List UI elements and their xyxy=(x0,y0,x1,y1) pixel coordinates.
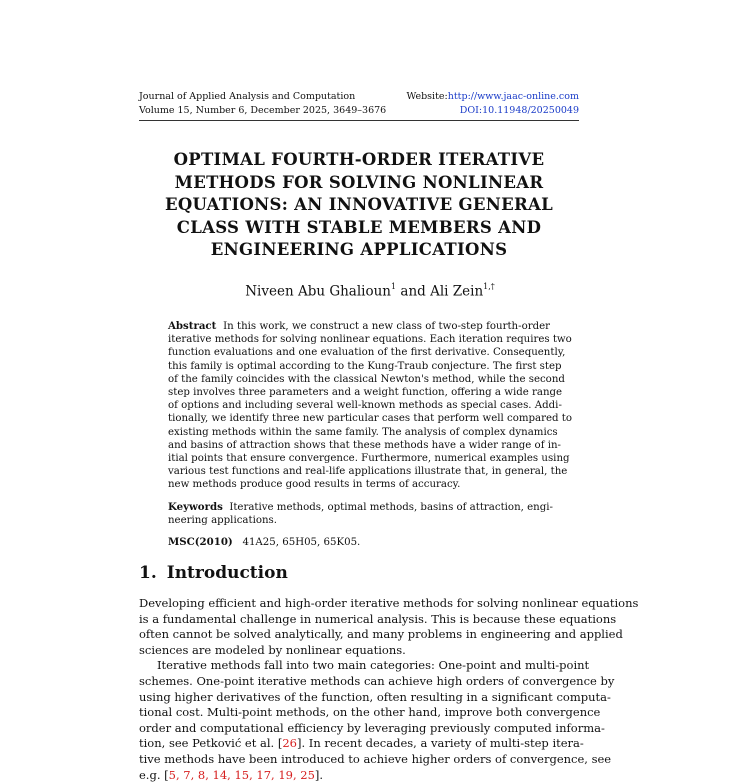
keywords-line: neering applications. xyxy=(168,515,277,527)
website xyxy=(406,90,579,104)
section-heading xyxy=(139,563,288,583)
body-line: tional cost. Multi-point methods, on the other hand, improve both convergence xyxy=(139,705,601,720)
msc-codes: 41A25, 65H05, 65K05. xyxy=(242,537,361,548)
citation-link[interactable]: 26 xyxy=(282,736,297,751)
abstract-line: step involves three parameters and a weight function, offering a wide range xyxy=(168,387,563,399)
section-title: Introduction xyxy=(166,563,288,583)
author-2-affiliation: 1,† xyxy=(483,282,495,291)
author-1-affiliation: 1 xyxy=(391,282,397,291)
introduction-text xyxy=(139,596,639,783)
title-line: METHODS FOR SOLVING NONLINEAR xyxy=(174,172,544,192)
website-link[interactable]: http://www.jaac-online.com xyxy=(447,91,579,102)
abstract-line: iterative methods for solving nonlinear equations. Each iteration requires two xyxy=(168,334,572,346)
abstract-line: tionally, we identify three new particular cases that perform well compared to xyxy=(168,413,573,425)
journal-name: Journal of Applied Analysis and Computation xyxy=(139,91,356,102)
journal-header xyxy=(139,90,579,118)
paper-title xyxy=(130,149,588,262)
abstract-line: of the family coincides with the classical Newton's method, while the second xyxy=(168,373,565,385)
abstract xyxy=(168,320,573,492)
msc-label: MSC(2010) xyxy=(168,536,233,548)
body-line: Iterative methods fall into two main categories: One-point and multi-point xyxy=(157,658,590,673)
body-line: Developing efficient and high-order iterative methods for solving nonlinear equations xyxy=(139,596,639,610)
msc-classification xyxy=(168,536,360,548)
citation-links[interactable]: 5, 7, 8, 14, 15, 17, 19, 25 xyxy=(168,767,315,782)
title-line: ENGINEERING APPLICATIONS xyxy=(210,240,508,259)
title-line: CLASS WITH STABLE MEMBERS AND xyxy=(176,217,542,237)
body-line: schemes. One-point iterative methods can achieve high orders of convergence by xyxy=(139,673,615,688)
doi-link[interactable]: DOI:10.11948/20250049 xyxy=(459,105,579,116)
body-line: sciences are modeled by nonlinear equations. xyxy=(139,642,406,657)
keywords-label: Keywords xyxy=(168,501,223,513)
title-line: EQUATIONS: AN INNOVATIVE GENERAL xyxy=(164,195,554,214)
abstract-line: Abstract In this work, we construct a new class of two-step fourth-order xyxy=(168,320,550,332)
section-number: 1. xyxy=(139,563,157,583)
abstract-line: itial points that ensure convergence. Furthermore, numerical examples using xyxy=(168,453,570,465)
abstract-line: function evaluations and one evaluation of the first derivative. Consequently, xyxy=(168,347,566,359)
keywords-line: Keywords Iterative methods, optimal methods, basins of attraction, engi- xyxy=(168,501,553,513)
abstract-line: various test functions and real-life applications illustrate that, in general, the xyxy=(168,466,568,478)
body-line: is a fundamental challenge in numerical analysis. This is because these equations xyxy=(139,611,617,626)
body-line: order and computational efficiency by leveraging previously computed informa- xyxy=(139,720,605,735)
body-line: often cannot be solved analytically, and many problems in engineering and applied xyxy=(139,627,623,642)
body-line: using higher derivatives of the function, often resulting in a significant computa- xyxy=(139,689,611,704)
abstract-line: this family is optimal according to the Kung-Traub conjecture. The first step xyxy=(168,360,562,372)
body-line: e.g. [5, 7, 8, 14, 15, 17, 19, 25]. xyxy=(139,767,324,782)
author-1: Niveen Abu Ghalioun xyxy=(245,283,391,300)
abstract-line: of options and including several well-known methods as special cases. Addi- xyxy=(168,400,562,412)
website-label: Website: xyxy=(406,91,448,102)
keywords xyxy=(168,501,553,527)
volume-info: Volume 15, Number 6, December 2025, 3649–3676 xyxy=(139,105,387,116)
abstract-label: Abstract xyxy=(168,320,217,332)
header-rule xyxy=(139,120,579,121)
author-conjunction: and xyxy=(400,283,426,300)
abstract-line: existing methods within the same family. The analysis of complex dynamics xyxy=(168,426,558,438)
body-line: tive methods have been introduced to achieve higher orders of convergence, see xyxy=(139,751,612,766)
author-2: Ali Zein xyxy=(430,283,484,300)
abstract-line: new methods produce good results in terms of accuracy. xyxy=(168,479,461,491)
title-line: OPTIMAL FOURTH-ORDER ITERATIVE xyxy=(173,150,545,169)
abstract-line: and basins of attraction shows that these methods have a wider range of in- xyxy=(168,439,561,451)
body-line: tion, see Petković et al. [26]. In recent decades, a variety of multi-step itera- xyxy=(139,736,584,751)
authors xyxy=(100,283,640,300)
